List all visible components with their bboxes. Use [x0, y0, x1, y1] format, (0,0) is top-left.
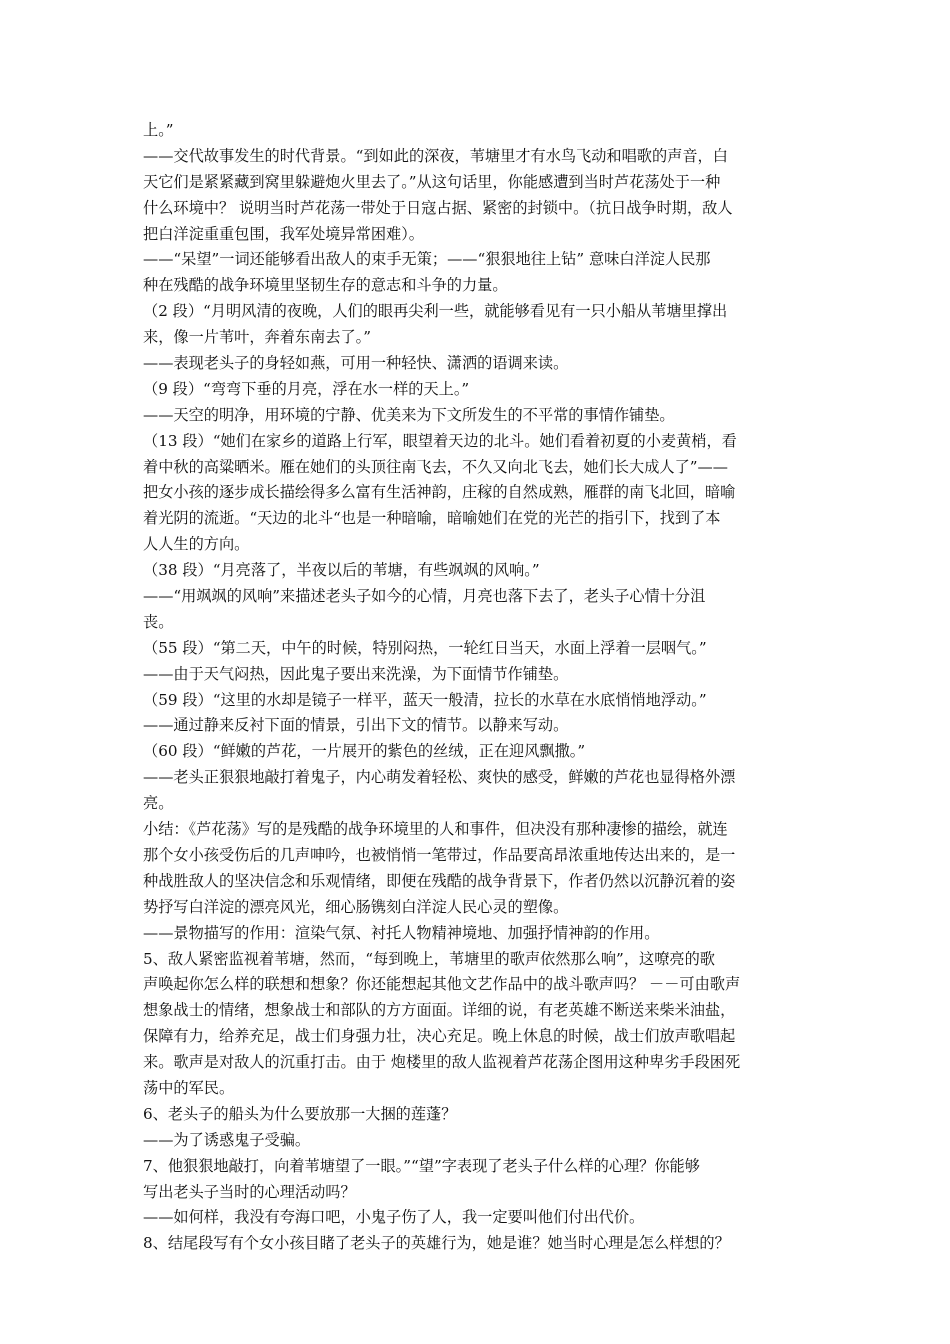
text-line: 天它们是紧紧藏到窝里躲避炮火里去了。”从这句话里，你能感遭到当时芦花荡处于一种 — [143, 172, 721, 191]
text-line: 人人生的方向。 — [143, 535, 250, 554]
text-line: 荡中的军民。 — [143, 1078, 235, 1097]
document-page — [143, 118, 813, 1257]
text-line: ——由于天气闷热，因此鬼子要出来洗澡，为下面情节作铺垫。 — [143, 664, 569, 683]
text-line: ——老头正狠狠地敲打着鬼子，内心萌发着轻松、爽快的感受，鲜嫩的芦花也显得格外漂 — [143, 768, 736, 787]
text-line: 来。歌声是对敌人的沉重打击。由于 炮楼里的敌人监视着芦花荡企图用这种卑劣手段困死 — [143, 1053, 741, 1072]
text-line: （59 段）“这里的水却是镜子一样平，蓝天一般清，拉长的水草在水底悄悄地浮动。” — [143, 690, 707, 709]
text-line: 写出老头子当时的心理活动吗？ — [143, 1182, 356, 1201]
text-line: 上。” — [143, 121, 174, 139]
text-line: 想象战士的情绪，想象战士和部队的方方面面。详细的说，有老英雄不断送来柴米油盐， — [143, 1001, 736, 1020]
text-line: 种战胜敌人的坚决信念和乐观情绪，即便在残酷的战争背景下，作者仍然以沉静沉着的姿 — [143, 871, 736, 890]
text-line: 7、他狠狠地敲打，向着苇塘望了一眼。”“望”字表现了老头子什么样的心理？你能够 — [143, 1156, 700, 1175]
text-line: （13 段）“她们在家乡的道路上行军，眼望着天边的北斗。她们看着初夏的小麦黄梢，看 — [143, 431, 737, 450]
text-line: 来，像一片苇叶，奔着东南去了。” — [143, 328, 371, 347]
text-line: ——景物描写的作用：渲染气氛、衬托人物精神境地、加强抒情神韵的作用。 — [143, 923, 660, 942]
text-line: （38 段）“月亮落了，半夜以后的苇塘，有些飒飒的风响。” — [143, 561, 540, 580]
text-line: 着光阴的流逝。“天边的北斗“也是一种暗喻，暗喻她们在党的光芒的指引下，找到了本 — [143, 509, 721, 528]
text-line: 5、敌人紧密监视着苇塘，然而，“每到晚上，苇塘里的歌声依然那么响”，这嘹亮的歌 — [143, 949, 715, 968]
text-line: ——表现老头子的身轻如燕，可用一种轻快、潇洒的语调来读。 — [143, 354, 569, 373]
text-line: 保障有力，给养充足，战士们身强力壮，决心充足。晚上休息的时候，战士们放声歌唱起 — [143, 1027, 736, 1046]
text-line: 声唤起你怎么样的联想和想象？你还能想起其他文艺作品中的战斗歌声吗？ －－可由歌声 — [143, 975, 741, 994]
text-line: 亮。 — [143, 794, 174, 813]
text-line: 那个女小孩受伤后的几声呻吟，也被悄悄一笔带过，作品要高昂浓重地传达出来的，是一 — [143, 845, 736, 864]
text-line: （60 段）“鲜嫩的芦花，一片展开的紫色的丝绒，正在迎风飘撒。” — [143, 742, 586, 761]
text-line: ——通过静来反衬下面的情景，引出下文的情节。以静来写动。 — [143, 716, 569, 735]
text-line: 丧。 — [143, 612, 174, 631]
text-line: 小结：《芦花荡》写的是残酷的战争环境里的人和事件，但决没有那种凄惨的描绘，就连 — [143, 820, 728, 839]
text-line: ——“用飒飒的风响”来描述老头子如今的心情，月亮也落下去了，老头子心情十分沮 — [143, 587, 706, 606]
text-line: ——天空的明净，用环境的宁静、优美来为下文所发生的不平常的事情作铺垫。 — [143, 405, 675, 424]
text-line: 势抒写白洋淀的漂亮风光，细心肠镌刻白洋淀人民心灵的塑像。 — [143, 897, 569, 916]
text-line: 把白洋淀重重包围，我军处境异常困难）。 — [143, 224, 424, 243]
text-line: （2 段）“月明风清的夜晚，人们的眼再尖利一些，就能够看见有一只小船从苇塘里撑出 — [143, 302, 728, 321]
text-line: ——“呆望”一词还能够看出敌人的束手无策；——“狠狠地往上钻” 意味白洋淀人民那 — [143, 250, 711, 269]
text-line: 8、结尾段写有个女小孩目睹了老头子的英雄行为，她是谁？她当时心理是怎么样想的？ — [143, 1234, 730, 1253]
text-line: ——如何样，我没有夸海口吧，小鬼子伤了人，我一定要叫他们付出代价。 — [143, 1208, 645, 1227]
text-line: ——为了诱惑鬼子受骗。 — [143, 1130, 311, 1149]
text-line: 什么环境中？ 说明当时芦花荡一带处于日寇占据、紧密的封锁中。（抗日战争时期，敌人 — [143, 198, 733, 217]
text-line: 6、老头子的船头为什么要放那一大捆的莲蓬？ — [143, 1104, 457, 1123]
text-line: ——交代故事发生的时代背景。“到如此的深夜，苇塘里才有水鸟飞动和唱歌的声音，白 — [143, 146, 728, 165]
text-line: 种在残酷的战争环境里坚韧生存的意志和斗争的力量。 — [143, 276, 508, 295]
text-line: 把女小孩的逐步成长描绘得多么富有生活神韵，庄稼的自然成熟，雁群的南飞北回，暗喻 — [143, 483, 736, 502]
text-line: （55 段）“第二天，中午的时候，特别闷热，一轮红日当天，水面上浮着一层咽气。” — [143, 638, 707, 657]
text-line: （9 段）“弯弯下垂的月亮，浮在水一样的天上。” — [143, 379, 470, 398]
text-line: 着中秋的高粱晒米。雁在她们的头顶往南飞去，不久又向北飞去，她们长大成人了”—— — [143, 457, 728, 476]
